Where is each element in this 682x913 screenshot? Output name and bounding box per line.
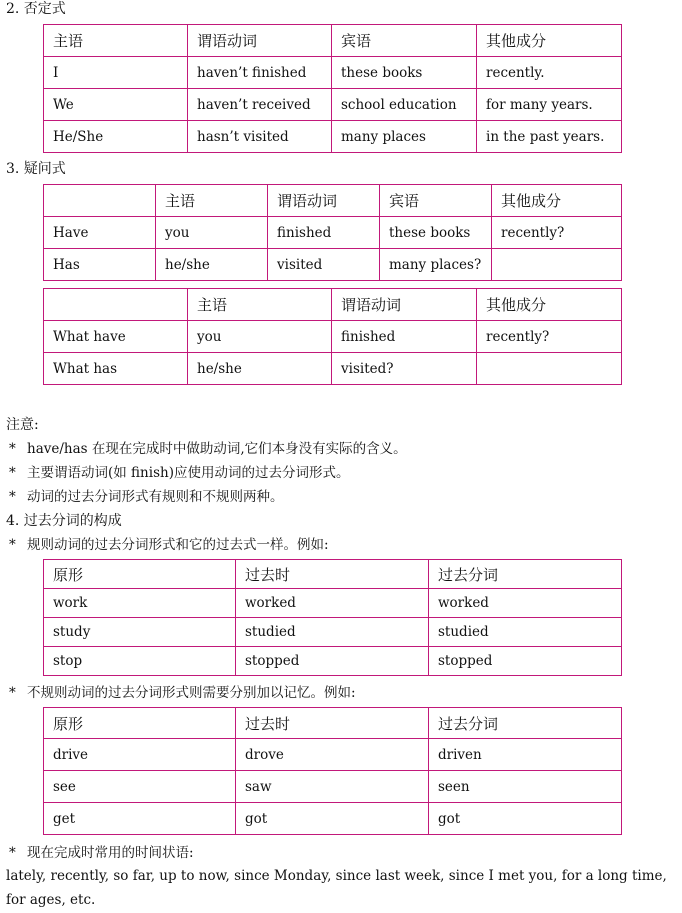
question-table-yes-no bbox=[43, 184, 622, 281]
table-row bbox=[44, 771, 622, 803]
table-cell: What has bbox=[44, 353, 188, 385]
table-row bbox=[44, 353, 622, 385]
table-cell: for many years. bbox=[477, 89, 622, 121]
note-text: 主要谓语动词(如 finish)应使用动词的过去分词形式。 bbox=[27, 465, 350, 481]
table-cell: finished bbox=[332, 321, 477, 353]
table-cell: stop bbox=[44, 647, 236, 676]
table-cell: We bbox=[44, 89, 188, 121]
table-header-row bbox=[44, 708, 622, 739]
table-cell: Has bbox=[44, 249, 156, 281]
bullet-icon: * bbox=[9, 845, 16, 861]
note-text: 不规则动词的过去分词形式则需要分别加以记忆。例如: bbox=[27, 685, 356, 701]
table-cell: he/she bbox=[156, 249, 268, 281]
table-cell: studied bbox=[236, 618, 429, 647]
note-item bbox=[0, 464, 349, 482]
header-cell: 过去时 bbox=[236, 560, 429, 589]
header-cell: 主语 bbox=[188, 289, 332, 321]
header-cell: 过去时 bbox=[236, 708, 429, 739]
header-cell: 过去分词 bbox=[429, 560, 622, 589]
table-header-row bbox=[44, 289, 622, 321]
note-item bbox=[0, 684, 356, 702]
table-cell: haven’t received bbox=[188, 89, 332, 121]
table-cell: many places? bbox=[380, 249, 492, 281]
table-cell: I bbox=[44, 57, 188, 89]
table-header-row bbox=[44, 25, 622, 57]
table-cell: you bbox=[188, 321, 332, 353]
header-cell: 宾语 bbox=[380, 185, 492, 217]
table-row bbox=[44, 89, 622, 121]
time-adverbials-list: lately, recently, so far, up to now, since Monday, since last week, since I met you, for a long time, for ages, etc. bbox=[6, 868, 667, 908]
table-cell: these books bbox=[380, 217, 492, 249]
note-text: 现在完成时常用的时间状语: bbox=[27, 845, 194, 861]
note-item bbox=[0, 844, 194, 862]
header-cell: 谓语动词 bbox=[268, 185, 380, 217]
table-header-row bbox=[44, 185, 622, 217]
note-item bbox=[0, 536, 329, 554]
table-row bbox=[44, 647, 622, 676]
table-cell: seen bbox=[429, 771, 622, 803]
header-cell: 谓语动词 bbox=[188, 25, 332, 57]
table-row bbox=[44, 121, 622, 153]
table-cell: What have bbox=[44, 321, 188, 353]
table-row bbox=[44, 739, 622, 771]
table-cell: school education bbox=[332, 89, 477, 121]
bullet-icon: * bbox=[9, 685, 16, 701]
header-cell: 主语 bbox=[44, 25, 188, 57]
table-cell: He/She bbox=[44, 121, 188, 153]
question-table-wh bbox=[43, 288, 622, 385]
header-cell: 主语 bbox=[156, 185, 268, 217]
table-cell: finished bbox=[268, 217, 380, 249]
table-row bbox=[44, 321, 622, 353]
bullet-icon: * bbox=[9, 465, 16, 481]
table-cell: got bbox=[429, 803, 622, 835]
table-cell: many places bbox=[332, 121, 477, 153]
table-cell: saw bbox=[236, 771, 429, 803]
header-cell: 其他成分 bbox=[477, 289, 622, 321]
section-heading-participle: 4. 过去分词的构成 bbox=[6, 513, 122, 529]
table-row bbox=[44, 618, 622, 647]
table-row bbox=[44, 57, 622, 89]
table-cell: he/she bbox=[188, 353, 332, 385]
bullet-icon: * bbox=[9, 537, 16, 553]
table-cell bbox=[477, 353, 622, 385]
table-cell: worked bbox=[236, 589, 429, 618]
table-cell bbox=[492, 249, 622, 281]
bullet-icon: * bbox=[9, 441, 16, 457]
table-cell: Have bbox=[44, 217, 156, 249]
header-cell: 原形 bbox=[44, 560, 236, 589]
table-cell: these books bbox=[332, 57, 477, 89]
note-text: 动词的过去分词形式有规则和不规则两种。 bbox=[27, 489, 284, 505]
bullet-icon: * bbox=[9, 489, 16, 505]
header-cell bbox=[44, 185, 156, 217]
table-cell: in the past years. bbox=[477, 121, 622, 153]
table-cell: driven bbox=[429, 739, 622, 771]
table-row bbox=[44, 249, 622, 281]
table-cell: stopped bbox=[236, 647, 429, 676]
note-text: 规则动词的过去分词形式和它的过去式一样。例如: bbox=[27, 537, 329, 553]
header-cell: 谓语动词 bbox=[332, 289, 477, 321]
table-cell: get bbox=[44, 803, 236, 835]
negative-table bbox=[43, 24, 622, 153]
note-text: have/has 在现在完成时中做助动词,它们本身没有实际的含义。 bbox=[27, 441, 407, 457]
table-cell: drove bbox=[236, 739, 429, 771]
table-cell: got bbox=[236, 803, 429, 835]
note-item bbox=[0, 488, 284, 506]
table-cell: haven’t finished bbox=[188, 57, 332, 89]
table-cell: work bbox=[44, 589, 236, 618]
table-cell: visited bbox=[268, 249, 380, 281]
note-item bbox=[0, 440, 407, 458]
header-cell: 过去分词 bbox=[429, 708, 622, 739]
table-row bbox=[44, 589, 622, 618]
table-cell: studied bbox=[429, 618, 622, 647]
table-cell: recently. bbox=[477, 57, 622, 89]
header-cell bbox=[44, 289, 188, 321]
table-cell: stopped bbox=[429, 647, 622, 676]
table-cell: study bbox=[44, 618, 236, 647]
notes-heading: 注意: bbox=[6, 417, 39, 433]
header-cell: 其他成分 bbox=[492, 185, 622, 217]
section-heading-question: 3. 疑问式 bbox=[6, 161, 66, 177]
table-header-row bbox=[44, 560, 622, 589]
header-cell: 宾语 bbox=[332, 25, 477, 57]
table-cell: see bbox=[44, 771, 236, 803]
table-cell: you bbox=[156, 217, 268, 249]
header-cell: 原形 bbox=[44, 708, 236, 739]
section-heading-negative: 2. 否定式 bbox=[6, 1, 66, 17]
table-row bbox=[44, 217, 622, 249]
table-cell: visited? bbox=[332, 353, 477, 385]
header-cell: 其他成分 bbox=[477, 25, 622, 57]
table-cell: recently? bbox=[492, 217, 622, 249]
table-cell: drive bbox=[44, 739, 236, 771]
regular-verbs-table bbox=[43, 559, 622, 676]
table-cell: hasn’t visited bbox=[188, 121, 332, 153]
table-row bbox=[44, 803, 622, 835]
table-cell: worked bbox=[429, 589, 622, 618]
table-cell: recently? bbox=[477, 321, 622, 353]
irregular-verbs-table bbox=[43, 707, 622, 835]
